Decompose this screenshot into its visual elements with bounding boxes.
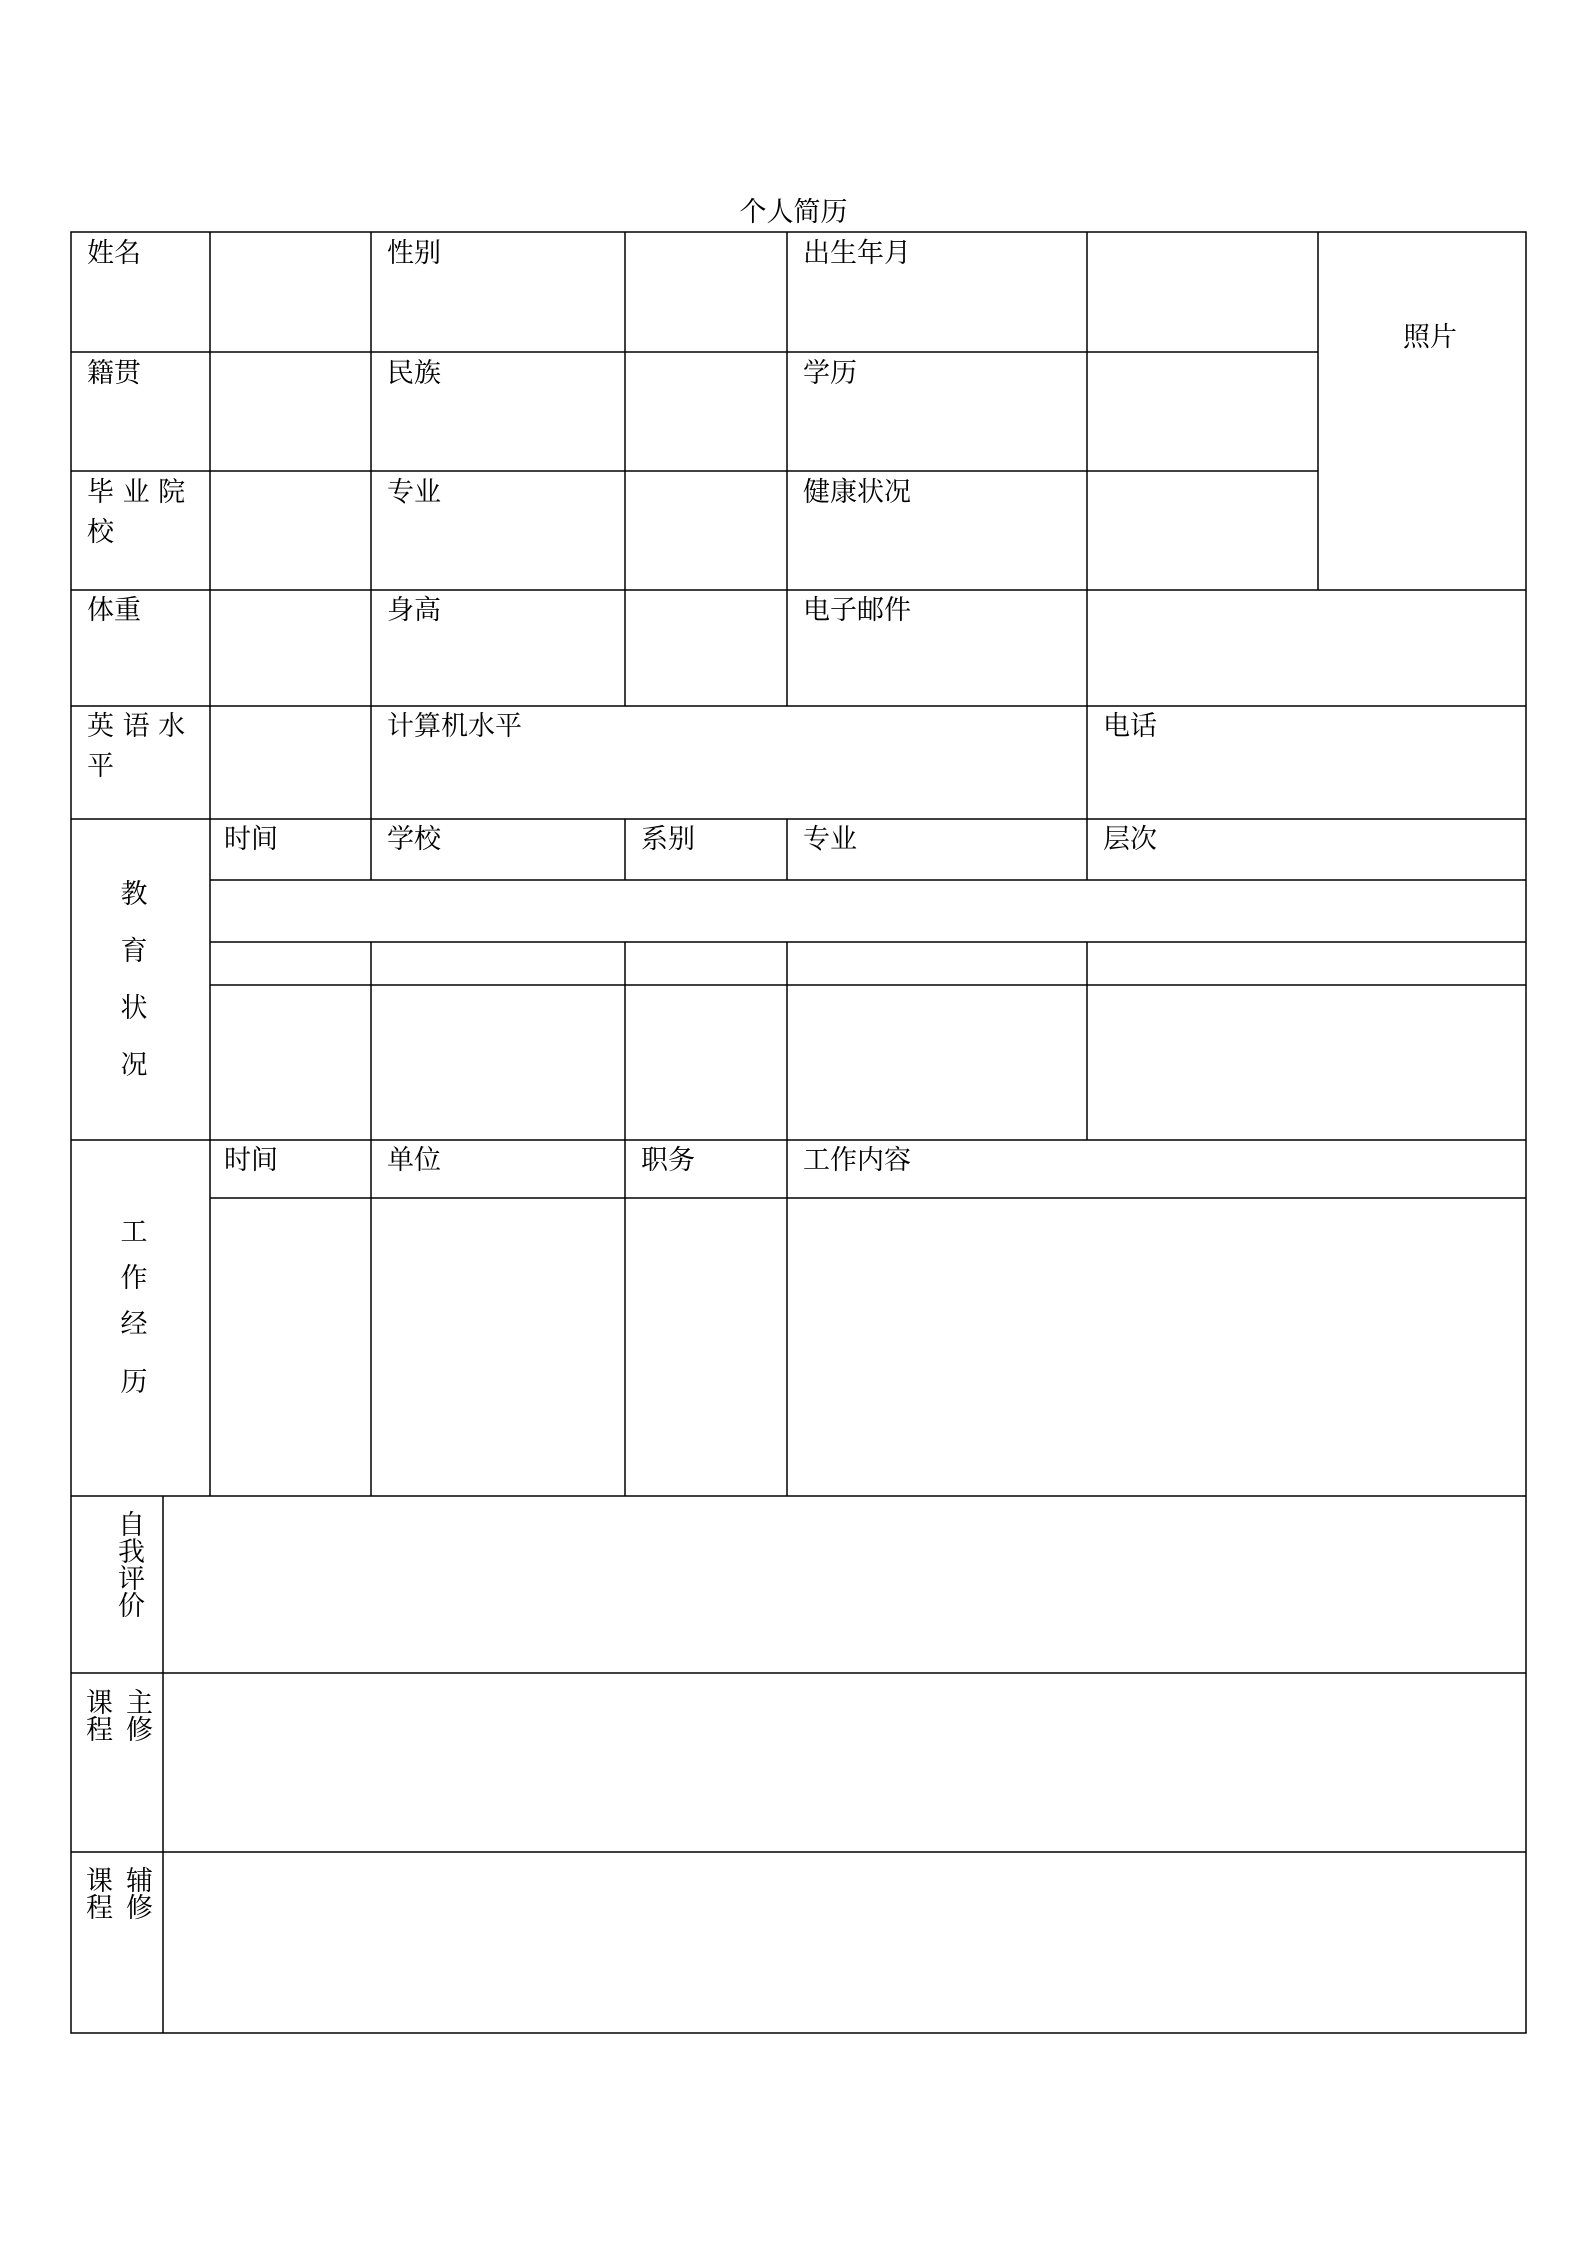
- work-section-label: 工 作 经 历: [120, 1217, 148, 1398]
- label-native-place: 籍贯: [87, 358, 141, 389]
- label-weight: 体重: [87, 595, 141, 626]
- label-birth: 出生年月: [803, 238, 911, 269]
- label-gender: 性别: [387, 238, 441, 269]
- label-email: 电子邮件: [803, 595, 911, 626]
- label-height: 身高: [387, 595, 441, 626]
- education-section-label: 教 育 状 况: [120, 879, 148, 1081]
- label-english-level: 英 语 水 平: [87, 711, 186, 782]
- page-title: 个人简历: [739, 197, 848, 228]
- label-phone: 电话: [1103, 711, 1157, 742]
- label-degree: 学历: [803, 358, 857, 389]
- edu-header-time: 时间: [224, 824, 278, 855]
- label-minor-courses: 辅修课程: [81, 1866, 152, 1920]
- label-ethnicity: 民族: [387, 358, 441, 389]
- label-computer-level: 计算机水平: [387, 711, 522, 742]
- label-name: 姓名: [87, 238, 141, 269]
- label-self-evaluation: 自我评价: [113, 1510, 144, 1618]
- work-header-employer: 单位: [387, 1145, 441, 1176]
- label-major: 专业: [387, 477, 441, 508]
- edu-header-major: 专业: [803, 824, 857, 855]
- work-header-content: 工作内容: [803, 1145, 911, 1176]
- edu-header-department: 系别: [641, 824, 695, 855]
- label-graduate-school: 毕 业 院 校: [87, 477, 186, 548]
- label-photo: 照片: [1403, 322, 1457, 353]
- label-main-courses: 主修课程: [81, 1688, 152, 1742]
- edu-header-level: 层次: [1103, 824, 1157, 855]
- edu-header-school: 学校: [387, 824, 441, 855]
- work-header-time: 时间: [224, 1145, 278, 1176]
- label-health: 健康状况: [803, 477, 911, 508]
- work-header-position: 职务: [641, 1145, 695, 1176]
